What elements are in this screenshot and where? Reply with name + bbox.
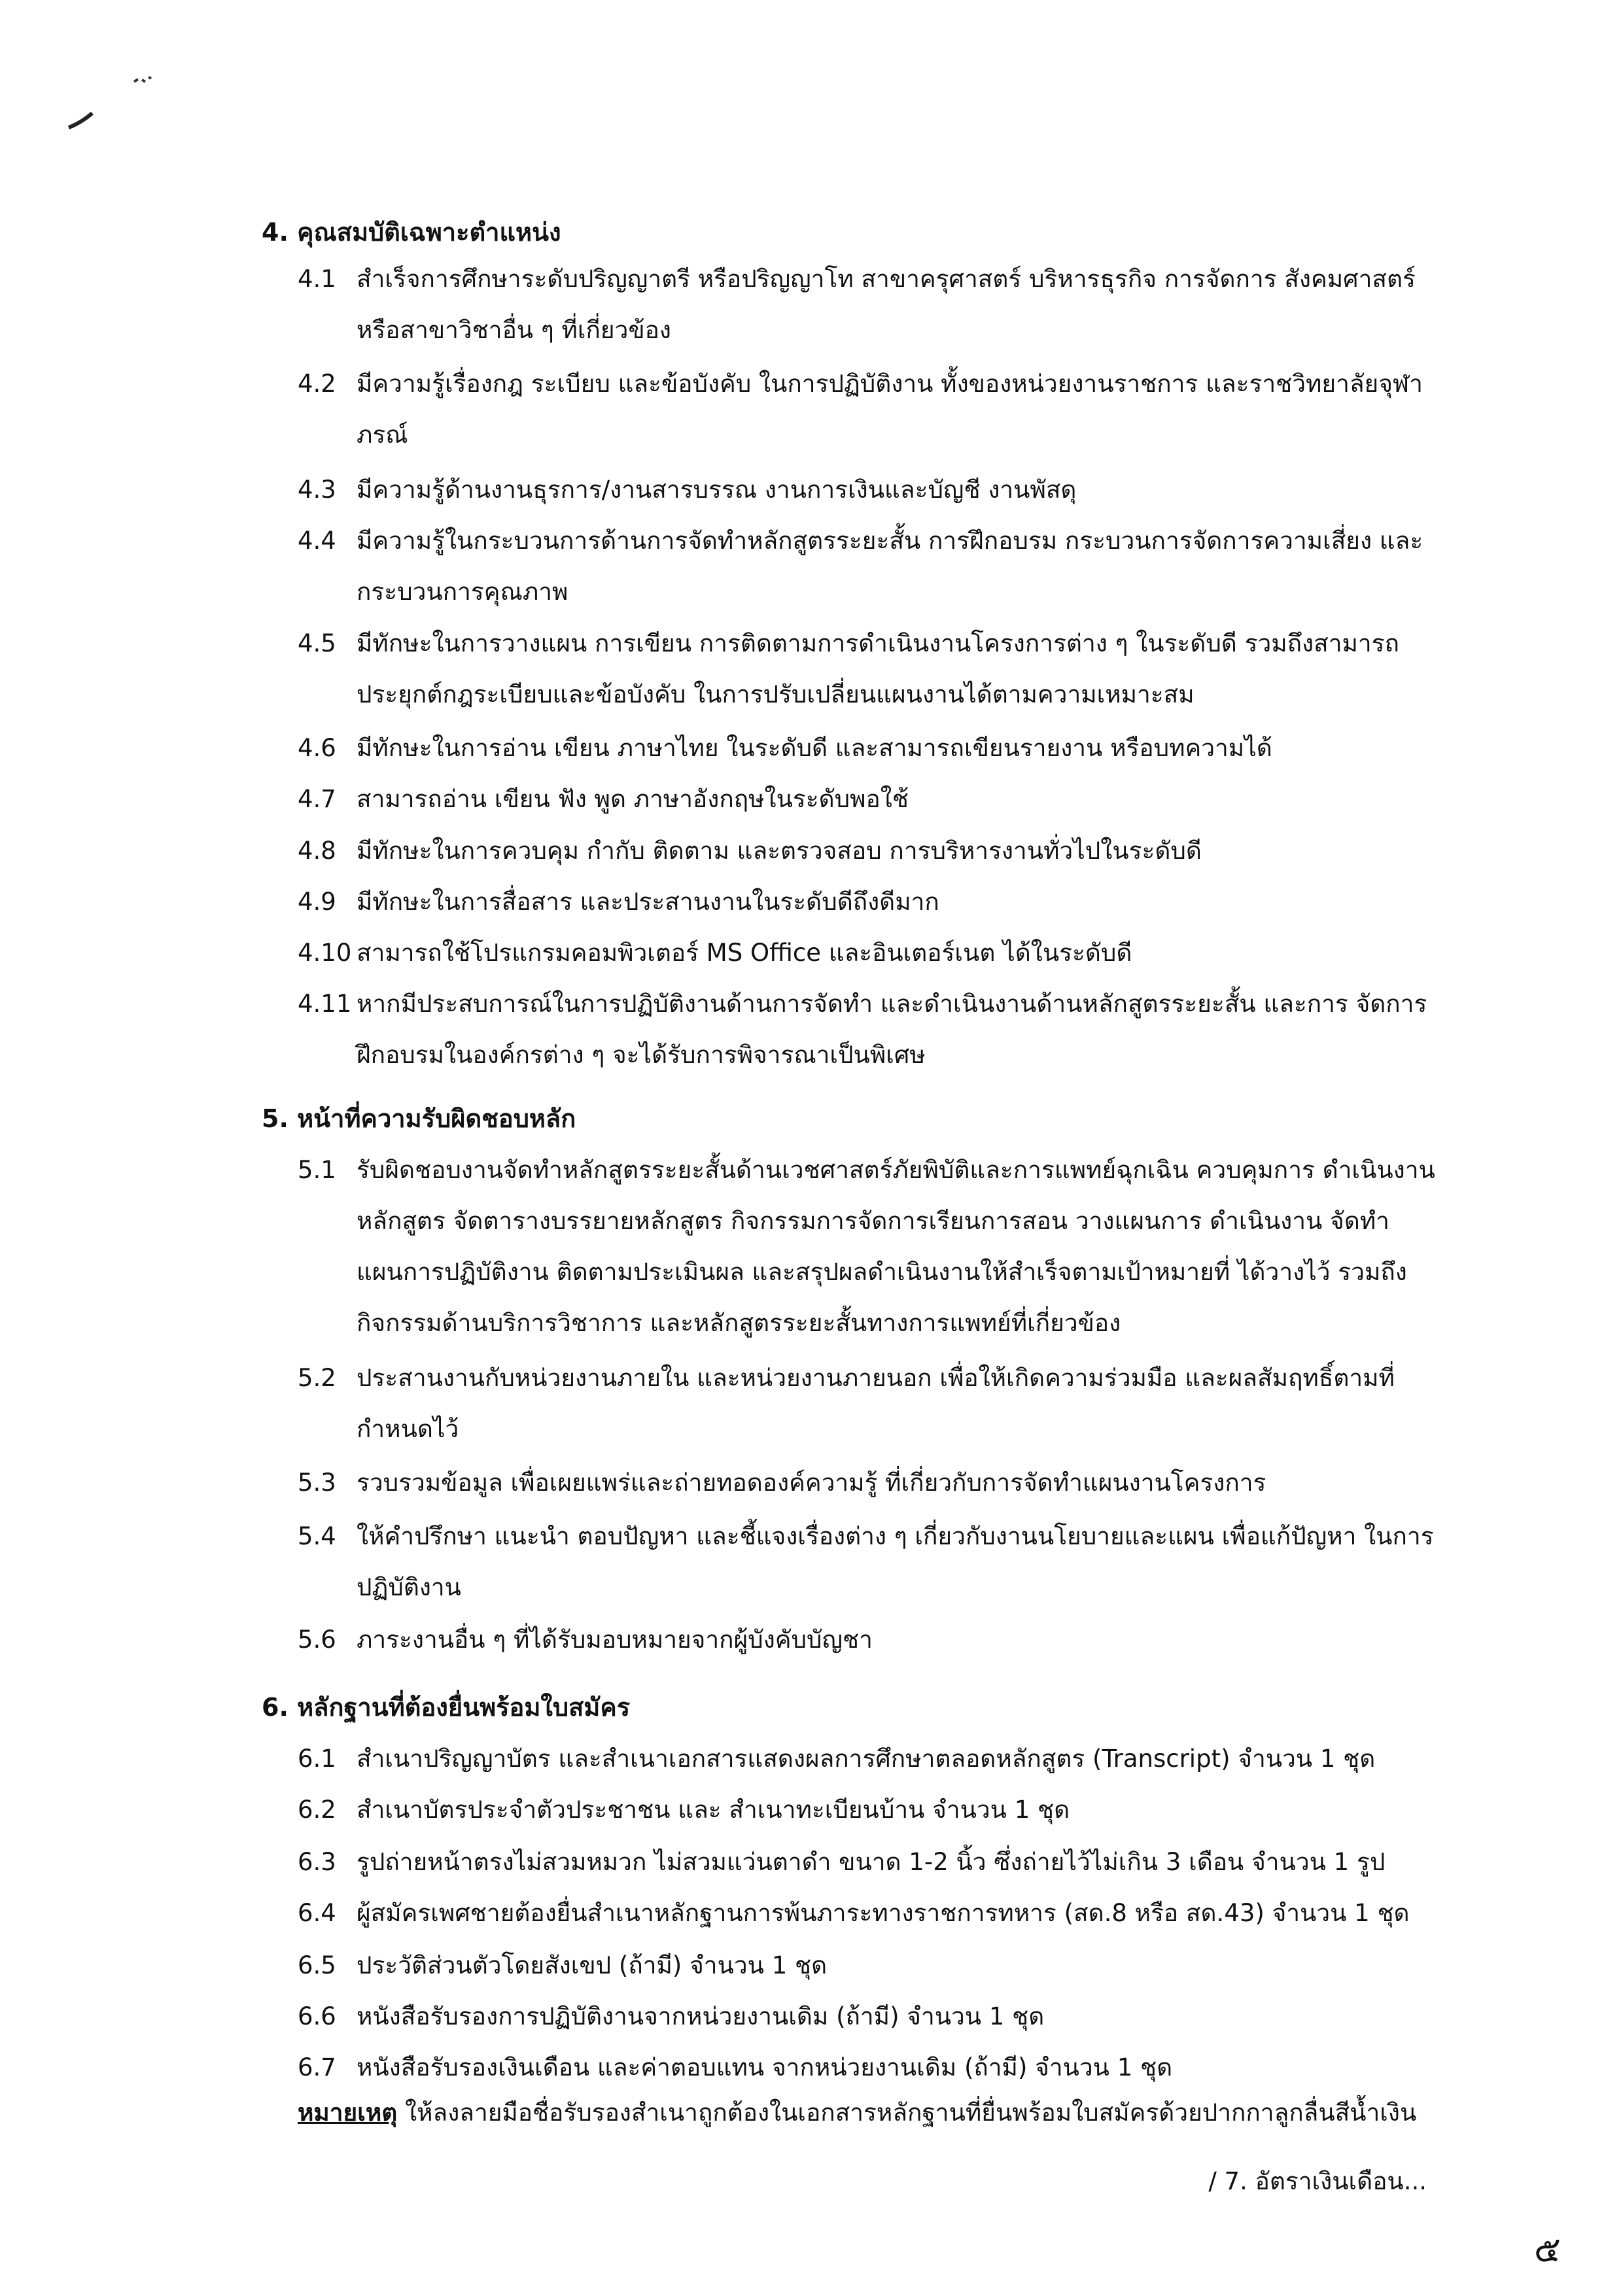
section-4-title: 4. คุณสมบัติเฉพาะตำแหน่ง bbox=[262, 218, 561, 247]
list-item bbox=[298, 515, 1436, 617]
item-text: ให้คำปรึกษา แนะนำ ตอบปัญหา และชี้แจงเรื่องต่าง ๆ เกี่ยวกับงานนโยบายและแผน เพื่อแก้ปัญหา ในการปฏิบัติงาน bbox=[357, 1522, 1434, 1601]
list-item bbox=[298, 618, 1436, 720]
list-item bbox=[298, 1353, 1436, 1455]
list-item bbox=[298, 826, 1436, 877]
item-number: 4.7 bbox=[298, 785, 336, 813]
list-item bbox=[298, 774, 1436, 825]
item-number: 5.4 bbox=[298, 1522, 336, 1550]
item-text: รูปถ่ายหน้าตรงไม่สวมหมวก ไม่สวมแว่นตาดำ ขนาด 1-2 นิ้ว ซึ่งถ่ายไว้ไม่เกิน 3 เดือน จำนวน 1 รูป bbox=[357, 1848, 1386, 1876]
item-text: ผู้สมัครเพศชายต้องยื่นสำเนาหลักฐานการพ้นภาระทางราชการทหาร (สด.8 หรือ สด.43) จำนวน 1 ชุด bbox=[357, 1899, 1410, 1927]
list-item bbox=[298, 1457, 1436, 1508]
scan-speck-icon bbox=[62, 65, 193, 137]
item-text: มีความรู้ด้านงานธุรการ/งานสารบรรณ งานการเงินและบัญชี งานพัสดุ bbox=[357, 476, 1077, 504]
section-6-title: 6. หลักฐานที่ต้องยื่นพร้อมใบสมัคร bbox=[262, 1693, 631, 1722]
item-text: สามารถใช้โปรแกรมคอมพิวเตอร์ MS Office และอินเตอร์เนต ได้ในระดับดี bbox=[357, 939, 1132, 967]
list-item bbox=[298, 1733, 1436, 1784]
item-number: 5.2 bbox=[298, 1364, 336, 1392]
section-5-title: 5. หน้าที่ความรับผิดชอบหลัก bbox=[262, 1104, 576, 1133]
list-item bbox=[298, 2042, 1436, 2093]
item-number: 6.3 bbox=[298, 1848, 336, 1876]
item-number: 4.6 bbox=[298, 734, 336, 762]
list-item bbox=[298, 979, 1436, 1081]
item-text: สำเร็จการศึกษาระดับปริญญาตรี หรือปริญญาโท สาขาครุศาสตร์ บริหารธุรกิจ การจัดการ สังคมศาสตร์ หรือสาขาวิชาอื่น ๆ ที่เกี่ยวข้อง bbox=[357, 265, 1416, 344]
item-text: มีทักษะในการอ่าน เขียน ภาษาไทย ในระดับดี และสามารถเขียนรายงาน หรือบทความได้ bbox=[357, 734, 1272, 762]
item-text: มีทักษะในการวางแผน การเขียน การติดตามการดำเนินงานโครงการต่าง ๆ ในระดับดี รวมถึงสามารถ ประยุกต์กฎระเบียบและข้อบังคับ ในการปรับเปลี่ยนแผนงานได้ตามความเหมาะสม bbox=[357, 629, 1399, 708]
list-item bbox=[298, 723, 1436, 774]
list-item bbox=[298, 877, 1436, 928]
item-text: ประวัติส่วนตัวโดยสังเขป (ถ้ามี) จำนวน 1 ชุด bbox=[357, 1951, 828, 1979]
item-number: 4.2 bbox=[298, 370, 336, 398]
item-number: 5.6 bbox=[298, 1626, 336, 1654]
item-number: 6.4 bbox=[298, 1899, 336, 1927]
remark-label: หมายเหตุ bbox=[298, 2098, 398, 2127]
item-number: 6.7 bbox=[298, 2053, 336, 2081]
item-text: สำเนาบัตรประจำตัวประชาชน และ สำเนาทะเบียนบ้าน จำนวน 1 ชุด bbox=[357, 1796, 1070, 1824]
list-item bbox=[298, 1614, 1436, 1665]
item-text: มีทักษะในการควบคุม กำกับ ติดตาม และตรวจสอบ การบริหารงานทั่วไปในระดับดี bbox=[357, 837, 1202, 865]
list-item bbox=[298, 1940, 1436, 1991]
item-text: หนังสือรับรองเงินเดือน และค่าตอบแทน จากหน่วยงานเดิม (ถ้ามี) จำนวน 1 ชุด bbox=[357, 2053, 1173, 2081]
list-item bbox=[298, 358, 1436, 461]
item-text: ประสานงานกับหน่วยงานภายใน และหน่วยงานภายนอก เพื่อให้เกิดความร่วมมือ และผลสัมฤทธิ์ตามที่ กำหนดไว้ bbox=[357, 1364, 1395, 1443]
item-number: 4.8 bbox=[298, 837, 336, 865]
list-item bbox=[298, 1145, 1436, 1349]
item-text: รับผิดชอบงานจัดทำหลักสูตรระยะสั้นด้านเวชศาสตร์ภัยพิบัติและการแพทย์ฉุกเฉิน ควบคุมการ ดำเนินงานหลักสูตร จัดตารางบรรยายหลักสูตร กิจกรรมการจัดการเรียนการสอน วางแผนการ ดำเนินงาน จัดทำแผนการปฏิบัติงาน ติดตามประเมินผล และสรุปผลดำเนินงานให้สำเร็จตามเป้าหมายที่ ได้วางไว้ รวมถึงกิจกรรมด้านบริการวิชาการ และหลักสูตรระยะสั้นทางการแพทย์ที่เกี่ยวข้อง bbox=[357, 1156, 1435, 1337]
item-text: มีความรู้เรื่องกฎ ระเบียบ และข้อบังคับ ในการปฏิบัติงาน ทั้งของหน่วยงานราชการ และราชวิทยาลัยจุฬาภรณ์ bbox=[357, 370, 1423, 449]
item-number: 5.3 bbox=[298, 1469, 336, 1497]
item-text: สามารถอ่าน เขียน ฟัง พูด ภาษาอังกฤษในระดับพอใช้ bbox=[357, 785, 909, 813]
item-text: ภาระงานอื่น ๆ ที่ได้รับมอบหมายจากผู้บังคับบัญชา bbox=[357, 1626, 873, 1654]
remark-text: ให้ลงลายมือชื่อรับรองสำเนาถูกต้องในเอกสารหลักฐานที่ยื่นพร้อมใบสมัครด้วยปากกาลูกลื่นสีน้ำเงิน bbox=[397, 2098, 1417, 2127]
item-number: 4.3 bbox=[298, 476, 336, 504]
item-number: 4.9 bbox=[298, 888, 336, 916]
page-number: ๕ bbox=[1534, 2229, 1561, 2270]
item-number: 6.1 bbox=[298, 1745, 336, 1773]
list-item bbox=[298, 1837, 1436, 1888]
item-text: รวบรวมข้อมูล เพื่อเผยแพร่และถ่ายทอดองค์ความรู้ ที่เกี่ยวกับการจัดทำแผนงานโครงการ bbox=[357, 1469, 1266, 1497]
item-text: มีทักษะในการสื่อสาร และประสานงานในระดับดีถึงดีมาก bbox=[357, 888, 939, 916]
item-text: สำเนาปริญญาบัตร และสำเนาเอกสารแสดงผลการศึกษาตลอดหลักสูตร (Transcript) จำนวน 1 ชุด bbox=[357, 1745, 1376, 1773]
item-number: 4.10 bbox=[298, 939, 352, 967]
item-number: 6.5 bbox=[298, 1951, 336, 1979]
list-item bbox=[298, 1784, 1436, 1835]
item-text: มีความรู้ในกระบวนการด้านการจัดทำหลักสูตรระยะสั้น การฝึกอบรม กระบวนการจัดการความเสี่ยง และกระบวนการคุณภาพ bbox=[357, 527, 1423, 606]
list-item bbox=[298, 1991, 1436, 2042]
item-text: หากมีประสบการณ์ในการปฏิบัติงานด้านการจัดทำ และดำเนินงานด้านหลักสูตรระยะสั้น และการ จัดการฝึกอบรมในองค์กรต่าง ๆ จะได้รับการพิจารณาเป็นพิเศษ bbox=[357, 990, 1427, 1069]
item-number: 6.2 bbox=[298, 1796, 336, 1824]
list-item bbox=[298, 1888, 1436, 1939]
item-number: 4.5 bbox=[298, 629, 336, 657]
item-number: 4.4 bbox=[298, 527, 336, 555]
list-item bbox=[298, 1511, 1436, 1613]
list-item bbox=[298, 464, 1436, 515]
item-text: หนังสือรับรองการปฏิบัติงานจากหน่วยงานเดิม (ถ้ามี) จำนวน 1 ชุด bbox=[357, 2002, 1045, 2030]
remark bbox=[298, 2093, 1449, 2132]
item-number: 4.11 bbox=[298, 990, 352, 1018]
item-number: 4.1 bbox=[298, 265, 336, 293]
continuation-note: / 7. อัตราเงินเดือน... bbox=[1208, 2167, 1427, 2195]
item-number: 6.6 bbox=[298, 2002, 336, 2030]
list-item bbox=[298, 254, 1436, 356]
list-item bbox=[298, 928, 1436, 979]
item-number: 5.1 bbox=[298, 1156, 336, 1184]
